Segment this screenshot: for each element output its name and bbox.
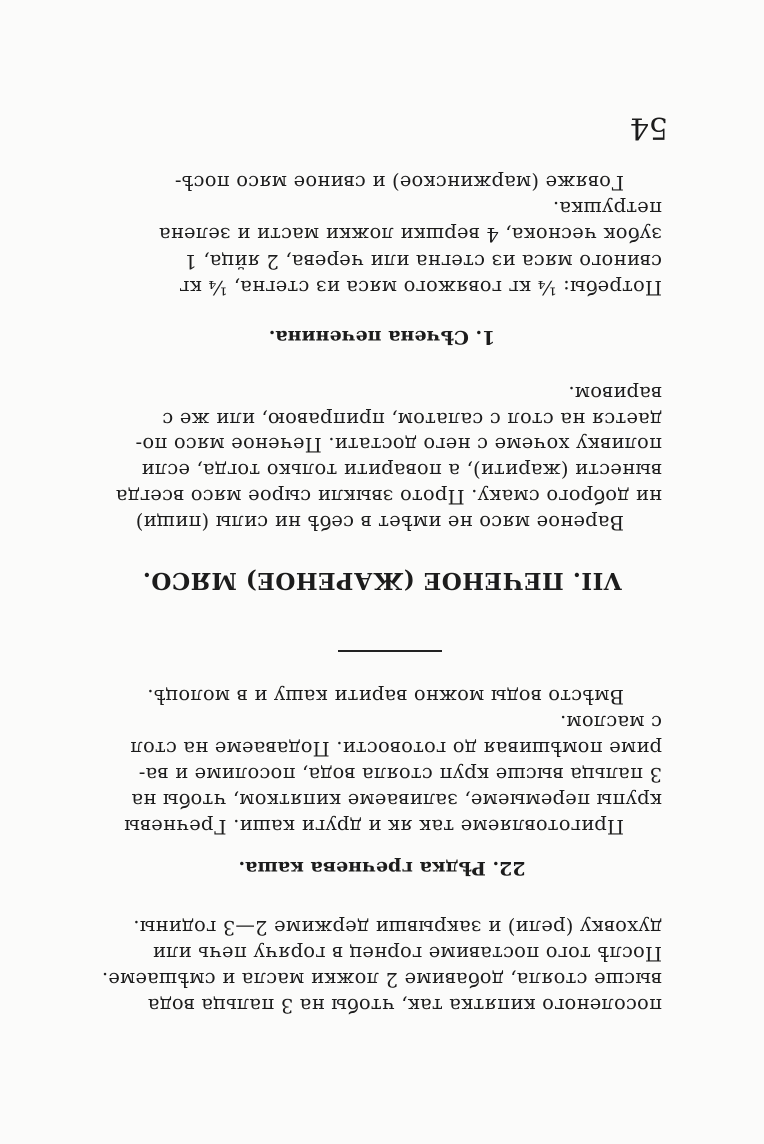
recipe-1-line: свиного мяса из стегна или черева, 2 яйца, 1: [184, 250, 662, 273]
recipe-22-line: с маслом.: [559, 711, 662, 734]
recipe-22-line: крупы перемыеме, заливаеме кипятком, чтобы на: [131, 789, 662, 812]
recipe-1-line: зубок чеснока, 4 вершки ложки масти и зелена: [158, 223, 662, 246]
recipe-22-line: риме помѣшивая до готовости. Подаваеме на стол: [130, 737, 662, 760]
chapter-line: Вареное мясо не имѣет в себѣ ни силы (пищи): [135, 511, 624, 534]
continued-paragraph-line: посоленого кипятка так, чтобы на 3 пальца вода: [147, 994, 662, 1017]
recipe-22-line: Приготовляеме так як и други каши. Гречневы: [124, 815, 624, 838]
recipe-1-title: 1. Сѣчена печенина.: [268, 326, 496, 348]
chapter-line: дается на стол с салатом, приправою, или же с: [162, 408, 662, 431]
chapter-line: ни доброго смаку. Прото звыкли сырое мясо всегда: [115, 485, 662, 508]
recipe-1-line: Говяже (маржинское) и свиное мясо посѣ-: [174, 171, 624, 194]
continued-paragraph-line: духовку (рели) и закрывши держиме 2—3 годины.: [133, 916, 662, 939]
chapter-line: поливку хочеме с него достати. Печеное мясо по-: [135, 433, 662, 456]
chapter-line: вынести (жарити), а поварити только тогда, если: [141, 459, 662, 482]
chapter-title: VII. ПЕЧЕНОЕ (ЖАРЕНОЕ) МЯСО.: [142, 567, 622, 594]
continued-paragraph-line: Послѣ того поставиме горнец в горячу печь или: [152, 942, 662, 965]
page-number: 54: [629, 110, 668, 145]
continued-paragraph-line: высше стояла, добавиме 2 ложки масла и смѣшаеме.: [101, 968, 662, 991]
recipe-22-line: 3 пальца высше круп стояла вода, посолиме и ва-: [138, 763, 662, 786]
recipe-1-line: петрушка.: [552, 197, 662, 220]
recipe-22-title: 22. Рѣдка гречнева каша.: [238, 857, 526, 879]
recipe-1-line: Потребы: ¼ кг говяжого мяса из стегна, ¼ кг: [179, 276, 662, 299]
section-divider: [338, 650, 442, 652]
chapter-line: варивом.: [568, 382, 662, 405]
recipe-22-line: Вмѣсто воды можно варити кашу и в молоцѣ.: [147, 685, 624, 708]
